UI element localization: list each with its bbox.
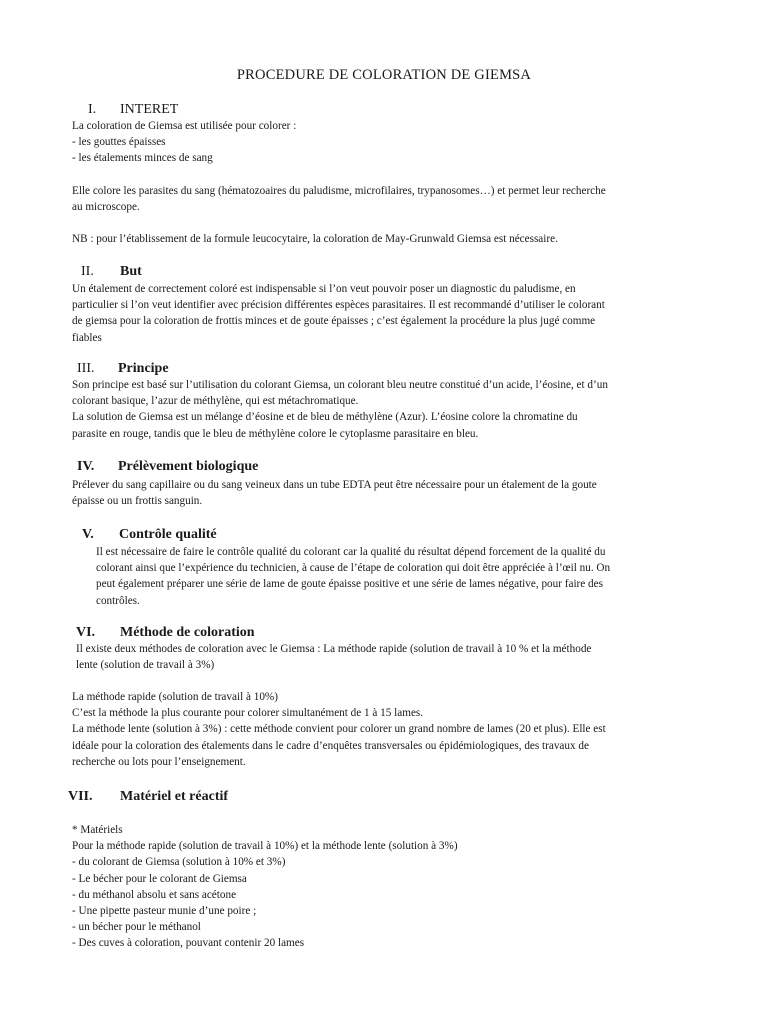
paragraph-but: Un étalement de correctement coloré est indispensable si l’on veut pouvoir poser un diagnostic du paludisme, en particulier si l’on veut identifier avec précision différentes espèces parasitaires. Il est recommandé d’utiliser le colorant de giemsa pour la coloration de frottis minces et de goute épaisses ; c’est également la procédure la plus jugé comme fiables <box>72 283 605 344</box>
paragraph-methode-intro: Il existe deux méthodes de coloration avec le Giemsa : La méthode rapide (solution de travail à 10 % et la méthode lente (solution de travail à 3%) <box>76 643 592 672</box>
section-number: I. <box>88 102 97 117</box>
section-number: IV. <box>77 459 95 474</box>
section-title: Prélèvement biologique <box>118 459 259 474</box>
paragraph-interet-2: Elle colore les parasites du sang (hématozoaires du paludisme, microfilaires, trypanosomes…) et permet leur recherche au microscope. <box>72 185 606 214</box>
paragraph-interet-1: La coloration de Giemsa est utilisée pour colorer : - les gouttes épaisses - les étalements minces de sang <box>72 120 297 165</box>
section-number: VI. <box>76 625 96 640</box>
section-title: Matériel et réactif <box>120 789 229 804</box>
section-heading-interet <box>88 102 178 118</box>
section-heading-principe <box>77 361 169 377</box>
document-title: PROCEDURE DE COLORATION DE GIEMSA <box>236 67 532 83</box>
section-heading-materiel <box>68 789 228 805</box>
paragraph-principe: Son principe est basé sur l’utilisation du colorant Giemsa, un colorant bleu neutre constitué d’un acide, l’éosine, et d’un colorant basique, l’azur de méthylène, qui est métachromatique. La solution de Giemsa est un mélange d’éosine et de bleu de méthylène (Azur). L’éosine colore la chromatine du parasite en rouge, tandis que le bleu de méthylène colore le cytoplasme parasitaire en bleu. <box>72 379 608 440</box>
section-heading-prelevement <box>77 459 258 475</box>
section-title: INTERET <box>120 102 179 117</box>
paragraph-materiels-list: * Matériels Pour la méthode rapide (solution de travail à 10%) et la méthode lente (solution à 3%) - du colorant de Giemsa (solution à 10% et 3%) - Le bécher pour le colorant de Giemsa - du méthanol absolu et sans acétone - Une pipette pasteur munie d’une poire ; - un bécher pour le méthanol - Des cuves à coloration, pouvant contenir 20 lames <box>72 824 458 950</box>
section-number: V. <box>82 527 94 542</box>
section-title: Principe <box>118 361 169 376</box>
section-title: Contrôle qualité <box>119 527 217 542</box>
section-title: But <box>120 264 142 279</box>
paragraph-prelevement: Prélever du sang capillaire ou du sang veineux dans un tube EDTA peut être nécessaire pour un étalement de la goute épaisse ou un frottis sanguin. <box>72 479 597 508</box>
section-heading-methode <box>76 625 255 641</box>
paragraph-interet-nb: NB : pour l’établissement de la formule leucocytaire, la coloration de May-Grunwald Giemsa est nécessaire. <box>72 233 558 245</box>
section-title: Méthode de coloration <box>120 625 255 640</box>
section-number: VII. <box>68 789 93 804</box>
section-number: II. <box>81 264 94 279</box>
section-heading-controle <box>82 527 217 543</box>
section-heading-but <box>81 264 142 280</box>
paragraph-methode-details: La méthode rapide (solution de travail à 10%) C’est la méthode la plus courante pour colorer simultanément de 1 à 15 lames. La méthode lente (solution à 3%) : cette méthode convient pour colorer un grand nombre de lames (20 et plus). Elle est idéale pour la coloration des étalements dans le cadre d’enquêtes transversales ou épidémiologiques, des travaux de recherche ou lots pour l’enseignement. <box>72 691 606 768</box>
section-number: III. <box>77 361 95 376</box>
paragraph-controle: Il est nécessaire de faire le contrôle qualité du colorant car la qualité du résultat dépend forcement de la qualité du colorant ainsi que l’expérience du technicien, à cause de l’étape de coloration qui doit être appréciée à l’œil nu. On peut également préparer une série de lame de goute épaisse positive et une série de lames négative, pour faire des contrôles. <box>96 546 611 607</box>
